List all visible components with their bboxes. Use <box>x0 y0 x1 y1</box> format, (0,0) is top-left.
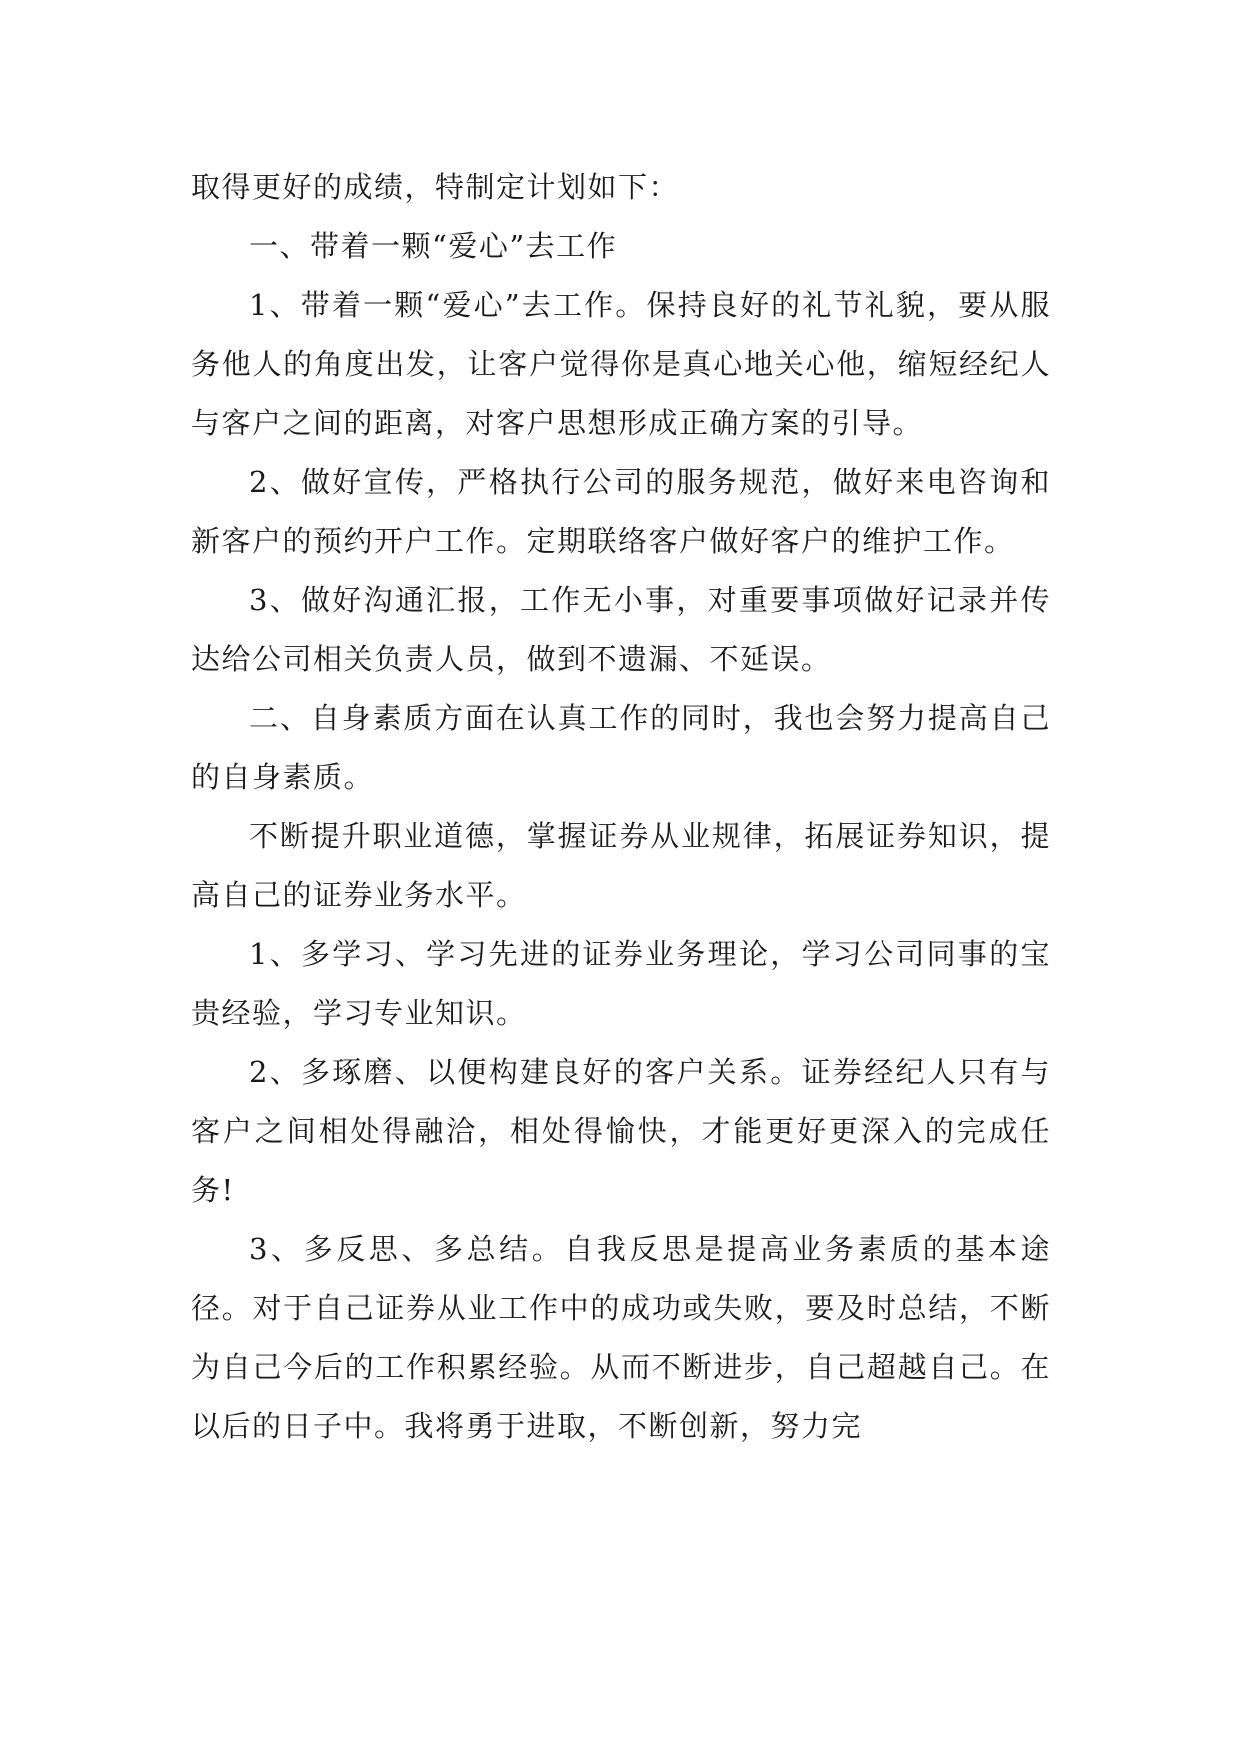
paragraph-intro: 取得更好的成绩，特制定计划如下： <box>191 170 680 204</box>
paragraph-item-1-learning: 1、多学习、学习先进的证券业务理论，学习公司同事的宝贵经验，学习专业知识。 <box>191 937 1051 1030</box>
paragraph-item-3-reflection: 3、多反思、多总结。自我反思是提高业务素质的基本途径。对于自己证券从业工作中的成功或失败，要及时总结，不断为自己今后的工作积累经验。从而不断进步，自己超越自己。在以后的日子中。我将勇于进取，不断创新，努力完 <box>191 1232 1051 1443</box>
document-body <box>191 158 1051 1456</box>
paragraph-item-2-relationships: 2、多琢磨、以便构建良好的客户关系。证券经纪人只有与客户之间相处得融洽，相处得愉快，才能更好更深入的完成任务! <box>191 1055 1051 1207</box>
paragraph-item-1-care: 1、带着一颗“爱心”去工作。保持良好的礼节礼貌，要从服务他人的角度出发，让客户觉得你是真心地关心他，缩短经纪人与客户之间的距离，对客户思想形成正确方案的引导。 <box>191 288 1051 440</box>
paragraph-item-3-communication: 3、做好沟通汇报，工作无小事，对重要事项做好记录并传达给公司相关负责人员，做到不遗漏、不延误。 <box>191 583 1051 676</box>
paragraph-item-2-promotion: 2、做好宣传，严格执行公司的服务规范，做好来电咨询和新客户的预约开户工作。定期联络客户做好客户的维护工作。 <box>191 465 1051 558</box>
heading-section-one: 一、带着一颗“爱心”去工作 <box>249 229 618 263</box>
heading-section-two: 二、自身素质方面在认真工作的同时，我也会努力提高自己的自身素质。 <box>191 701 1051 794</box>
paragraph-professional-ethics: 不断提升职业道德，掌握证券从业规律，拓展证券知识，提高自己的证券业务水平。 <box>191 819 1051 912</box>
